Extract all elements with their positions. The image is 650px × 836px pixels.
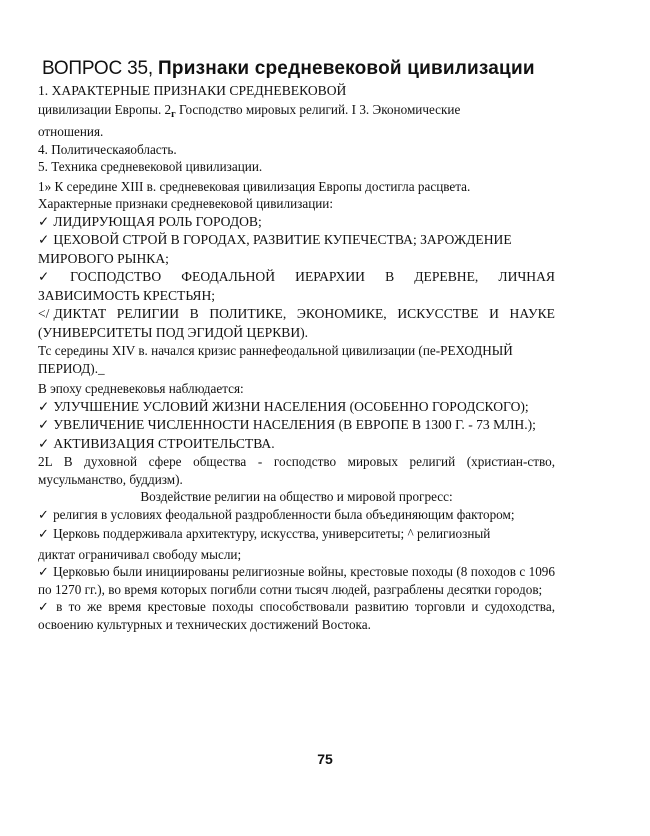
question-title: Признаки средневековой цивилизации — [158, 58, 535, 79]
observed-text: АКТИВИЗАЦИЯ СТРОИТЕЛЬСТВА. — [53, 435, 275, 451]
plan-item-3-cont: отношения. — [38, 124, 104, 139]
section1-intro: 1» К середине XIII в. средневековая цивилизация Европы достигла расцвета. — [38, 178, 471, 194]
observed-text: УВЕЛИЧЕНИЕ ЧИСЛЕННОСТИ НАСЕЛЕНИЯ (В ЕВРОПЕ В 1300 Г. - 73 МЛН.); — [53, 417, 536, 432]
observed-item — [38, 435, 555, 454]
feature-item — [38, 305, 555, 342]
feature-text: ЛИДИРУЮЩАЯ РОЛЬ ГОРОДОВ; — [53, 213, 262, 229]
features-heading: Характерные признаки средневековой цивилизации: — [38, 196, 334, 211]
checkmark-icon: ✓ — [38, 398, 50, 414]
checkmark-icon: ✓ — [38, 526, 50, 541]
feature-item — [38, 231, 555, 268]
page-title — [42, 56, 555, 82]
plan-item-1: 1. ХАРАКТЕРНЫЕ ПРИЗНАКИ СРЕДНЕВЕКОВОЙ — [38, 83, 347, 98]
document-page — [38, 56, 555, 633]
checkmark-icon: ✓ — [38, 564, 50, 579]
observed-text: УЛУЧШЕНИЕ УСЛОВИЙ ЖИЗНИ НАСЕЛЕНИЯ (ОСОБЕННО ГОРОДСКОГО); — [53, 398, 529, 414]
feature-item — [38, 213, 555, 232]
impact-text: в то же время крестовые походы способствовали развитию торговли и судоходства, освоению культурных и технических достижений Востока. — [38, 599, 555, 632]
observed-heading: В эпоху средневековья наблюдается: — [38, 381, 244, 396]
impact-item — [38, 506, 555, 524]
plan-text: Господство мировых религий. I 3. Экономические — [175, 101, 461, 117]
page-number: 75 — [317, 751, 333, 767]
observed-item — [38, 416, 555, 435]
feature-text: ГОСПОДСТВО ФЕОДАЛЬНОЙ ИЕРАРХИИ В ДЕРЕВНЕ, ЛИЧНАЯ ЗАВИСИМОСТЬ КРЕСТЬЯН; — [38, 269, 555, 303]
checkmark-icon: ✓ — [38, 599, 53, 614]
impact-text: Церковью были инициированы религиозные войны, крестовые походы (8 походов с 1096 по 1270 гг.), во время которых погибли сотни тысяч людей, разграблены десятки городов; — [38, 564, 555, 597]
plan-subscript: г — [171, 108, 176, 120]
checkmark-icon: ✓ — [38, 506, 50, 522]
impact-item — [38, 598, 555, 633]
crisis-text: Тс середины XIV в. начался кризис раннефеодальной цивилизации (пе-РЕХОДНЫЙ ПЕРИОД)._ — [38, 343, 513, 376]
checkmark-icon: ✓ — [38, 435, 50, 451]
impact-item-cont: диктат ограничивал свободу мысли; — [38, 546, 242, 562]
impact-item — [38, 525, 555, 543]
plan-item-1-2-3 — [38, 101, 555, 124]
checkmark-icon: ✓ — [38, 213, 50, 229]
checkmark-icon: </ — [38, 306, 50, 321]
feature-text: ЦЕХОВОЙ СТРОЙ В ГОРОДАХ, РАЗВИТИЕ КУПЕЧЕСТВА; ЗАРОЖДЕНИЕ МИРОВОГО РЫНКА; — [38, 232, 512, 266]
checkmark-icon: ✓ — [38, 417, 50, 432]
feature-item — [38, 268, 555, 305]
impact-heading: Воздействие религии на общество и мировой прогресс: — [140, 489, 453, 504]
plan-text: цивилизации Европы. 2 — [38, 101, 172, 117]
plan-item-4: 4. Политическаяобласть. — [38, 141, 177, 157]
feature-text: ДИКТАТ РЕЛИГИИ В ПОЛИТИКЕ, ЭКОНОМИКЕ, ИСКУССТВЕ И НАУКЕ (УНИВЕРСИТЕТЫ ПОД ЭГИДОЙ ЦЕРКВИ). — [38, 306, 555, 340]
checkmark-icon: ✓ — [38, 269, 67, 284]
impact-text: религия в условиях феодальной раздробленности была объединяющим фактором; — [53, 506, 515, 522]
impact-item — [38, 563, 555, 598]
impact-text: Церковь поддерживала архитектуру, искусства, университеты; ^ религиозный — [53, 526, 491, 541]
section2-intro: 2L В духовной сфере общества - господство мировых религий (христиан-ство, мусульманство, буддизм). — [38, 454, 555, 487]
observed-item — [38, 398, 555, 417]
checkmark-icon: ✓ — [38, 232, 50, 247]
plan-item-5: 5. Техника средневековой цивилизации. — [38, 159, 263, 174]
question-number: ВОПРОС 35, — [42, 58, 153, 79]
